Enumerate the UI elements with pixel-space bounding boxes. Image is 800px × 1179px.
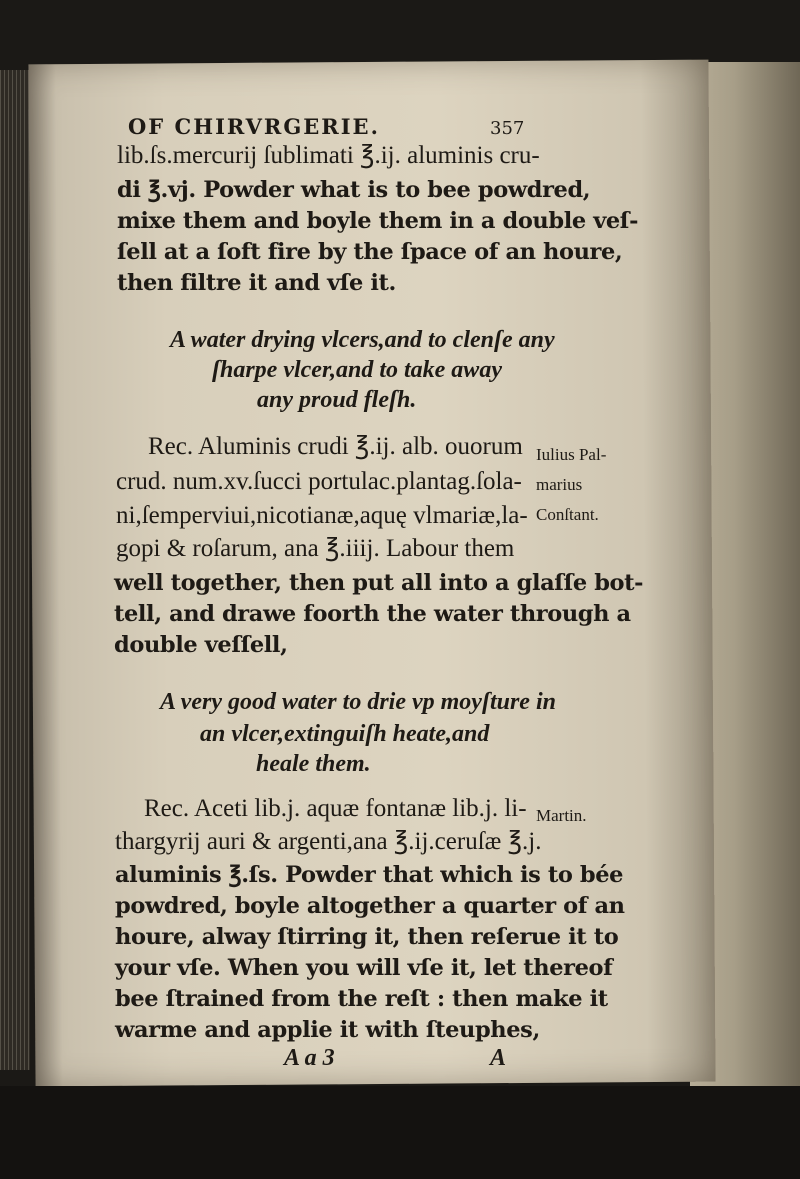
recipe-heading: A water drying vlcers,and to clenſe any [170, 327, 555, 353]
text-line: aluminis ℥.ſs. Powder that which is to bée [115, 862, 624, 888]
margin-note: Martin. [536, 806, 587, 825]
recipe-heading: ſharpe vlcer,and to take away [212, 357, 502, 383]
text-line: Rec. Aceti lib.j. aquæ fontanæ lib.j. li- [144, 795, 527, 822]
text-line: ni,ſemperviui,nicotianæ,aquę vlmariæ,la- [116, 502, 528, 529]
text-line: bee ſtrained from the reſt : then make it [115, 986, 608, 1012]
text-line: lib.ſs.mercurij ſublimati ℥.ij. aluminis cru- [117, 142, 540, 169]
margin-note: Iulius Pal- [536, 445, 607, 464]
text-line: mixe them and boyle them in a double veſ- [117, 208, 639, 234]
recipe-heading: an vlcer,extinguiſh heate,and [200, 721, 490, 747]
text-line: well together, then put all into a glaſſe bot- [114, 570, 644, 596]
text-line: thargyrij auri & argenti,ana ℥.ij.ceruſæ ℥.j. [115, 828, 542, 855]
page-number: 357 [490, 118, 525, 139]
catchword: A [490, 1045, 507, 1071]
margin-note: marius [536, 475, 583, 494]
text-line: double veſſell, [114, 632, 288, 658]
text-line: then filtre it and vſe it. [117, 270, 396, 296]
text-line: crud. num.xv.ſucci portulac.plantag.ſola- [116, 468, 522, 495]
text-line: tell, and drawe foorth the water through a [114, 601, 631, 627]
text-line: your vſe. When you will vſe it, let thereof [115, 955, 613, 981]
text-line: Rec. Aluminis crudi ℥.ij. alb. ouorum [148, 433, 523, 460]
text-line: powdred, boyle altogether a quarter of an [115, 893, 625, 919]
recipe-heading: heale them. [256, 751, 371, 777]
recipe-heading: A very good water to drie vp moyſture in [160, 689, 556, 715]
stacked-page-edges [0, 70, 30, 1070]
bottom-shadow [0, 1086, 800, 1179]
text-line: warme and applie it with ſteuphes, [115, 1017, 540, 1043]
text-line: gopi & roſarum, ana ℥.iiij. Labour them [116, 535, 515, 562]
text-line: di ℥.vj. Powder what is to bee powdred, [117, 177, 591, 203]
text-line: houre, alway ſtirring it, then reſerue it to [115, 924, 619, 950]
recipe-heading: any proud fleſh. [257, 387, 417, 413]
running-head: OF CHIRVRGERIE. [128, 114, 380, 139]
text-line: ſell at a ſoft fire by the ſpace of an houre, [117, 239, 623, 265]
margin-note: Conſtant. [536, 505, 599, 524]
signature-mark: A a 3 [284, 1045, 335, 1071]
